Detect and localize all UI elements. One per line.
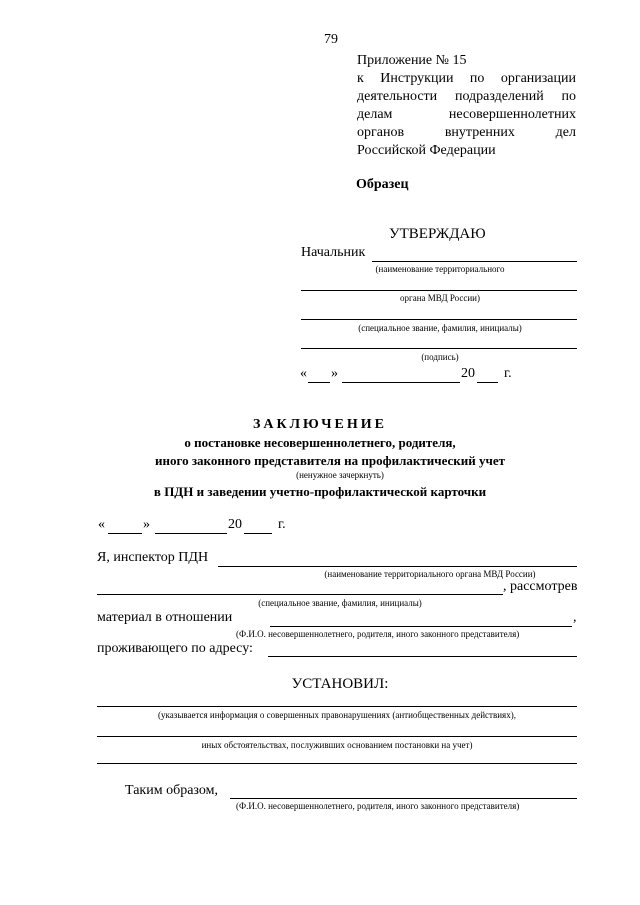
hint-rank: (специальное звание, фамилия, инициалы): [358, 323, 522, 333]
doc-date-open-quote: «: [98, 517, 105, 532]
year-prefix: 20: [461, 366, 475, 381]
year-suffix: г.: [504, 366, 512, 381]
page-number: 79: [324, 32, 338, 47]
doc-day-line: [108, 533, 142, 534]
established-label: УСТАНОВИЛ:: [291, 676, 389, 692]
rank-line: [301, 319, 577, 320]
hint-inspector-rank: (специальное звание, фамилия, инициалы): [258, 598, 422, 608]
doc-year-prefix: 20: [228, 517, 242, 532]
heading-line-1: о постановке несовершеннолетнего, родителя,: [184, 435, 456, 450]
doc-year-suffix: г.: [278, 517, 286, 532]
approval-title: УТВЕРЖДАЮ: [389, 226, 486, 242]
year-line: [477, 382, 498, 383]
hint-territorial: (наименование территориального: [375, 264, 505, 274]
info-line-1: [97, 706, 577, 707]
material-line: [270, 626, 572, 627]
date-open-quote: «: [300, 366, 307, 381]
material-label: материал в отношении: [97, 610, 233, 625]
address-line: [268, 656, 577, 657]
date-close-quote: »: [331, 366, 338, 381]
doc-month-line: [155, 533, 227, 534]
info-line-2: [97, 736, 577, 737]
hint-circumstances: иных обстоятельствах, послуживших основанием постановки на учет): [201, 740, 473, 750]
heading-line-3: в ПДН и заведении учетно-профилактической карточки: [153, 484, 487, 499]
sample-label: Образец: [356, 177, 409, 192]
appendix-line: деятельности подразделений по: [357, 89, 576, 104]
considered-label: , рассмотрев: [503, 579, 578, 594]
chief-name-line: [372, 261, 577, 262]
info-line-3: [97, 763, 577, 764]
hint-info: (указывается информация о совершенных правонарушениях (антиобщественных действиях),: [158, 710, 516, 720]
hint-signature: (подпись): [421, 352, 459, 362]
organ-line: [301, 290, 577, 291]
appendix-line: делам несовершеннолетних: [357, 107, 576, 122]
address-label: проживающего по адресу:: [97, 641, 253, 656]
doc-year-line: [244, 533, 272, 534]
thus-label: Таким образом,: [125, 783, 218, 798]
heading-note: (ненужное зачеркнуть): [296, 470, 384, 480]
inspector-org-line: [218, 566, 577, 567]
appendix-line: к Инструкции по организации: [357, 71, 576, 86]
hint-fio-2: (Ф.И.О. несовершеннолетнего, родителя, иного законного представителя): [236, 801, 520, 811]
heading-line-2: иного законного представителя на профилактический учет: [155, 453, 505, 468]
month-line: [342, 382, 460, 383]
hint-org: (наименование территориального органа МВД России): [324, 569, 536, 579]
document-title: ЗАКЛЮЧЕНИЕ: [252, 417, 388, 432]
hint-fio: (Ф.И.О. несовершеннолетнего, родителя, иного законного представителя): [236, 629, 520, 639]
chief-label: Начальник: [301, 245, 366, 260]
inspector-rank-line: [97, 594, 503, 595]
thus-line: [230, 798, 577, 799]
inspector-label: Я, инспектор ПДН: [97, 550, 209, 565]
appendix-line: Российской Федерации: [357, 143, 496, 158]
material-comma: ,: [573, 610, 577, 625]
day-line: [308, 382, 330, 383]
doc-date-close-quote: »: [143, 517, 150, 532]
hint-organ: органа МВД России): [400, 293, 480, 303]
appendix-line: органов внутренних дел: [357, 125, 576, 140]
appendix-title: Приложение № 15: [357, 53, 467, 68]
signature-line: [301, 348, 577, 349]
